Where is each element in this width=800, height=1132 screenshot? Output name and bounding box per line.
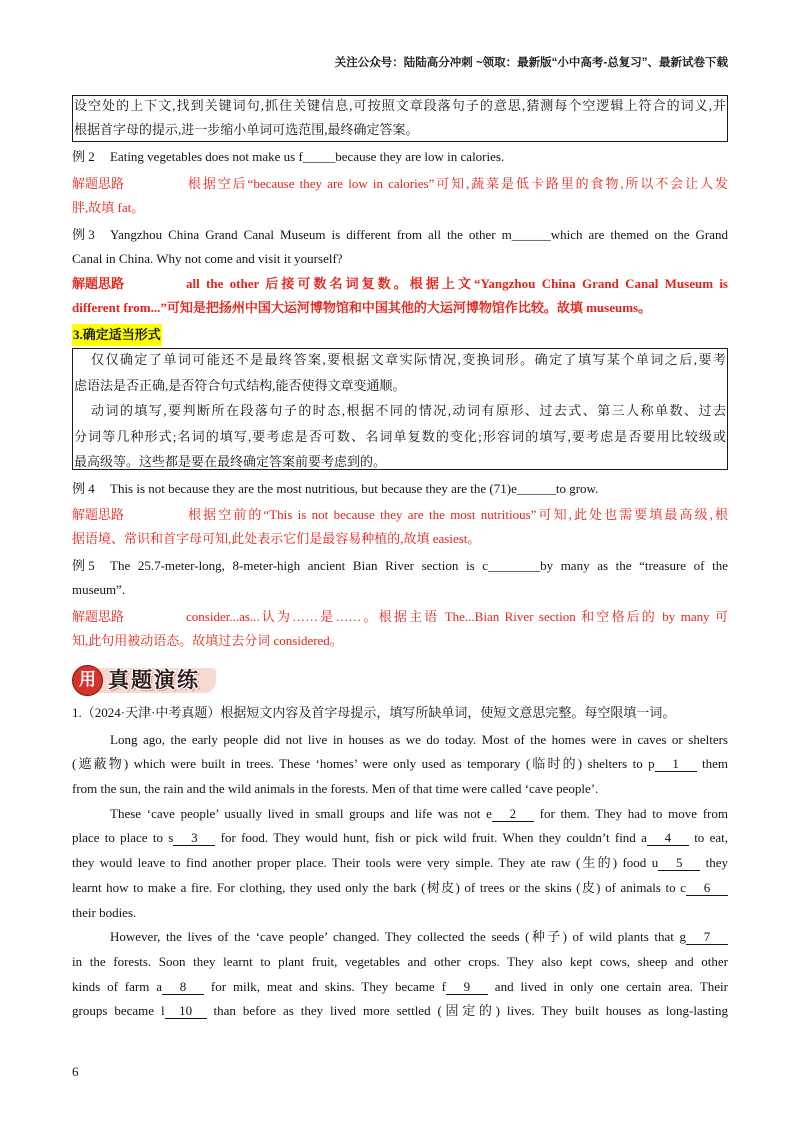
text-line [72,826,728,851]
task-instruction: 1.（2024·天津·中考真题）根据短文内容及首字母提示，填写所缺单词，使短文意思完整。每空限填一词。 [72,704,676,720]
page-header: 关注公众号：陆陆高分冲刺 ~领取：最新版“小中高考-总复习”、最新试卷下载 [334,57,728,69]
line-text: 据语境、常识和首字母可知,此处表示它们是最容易种植的,故填 easiest。 [72,531,481,547]
line-text: and lived in only one certain area. Their [487,978,728,994]
answer-blank: 8 [162,980,204,995]
text-line [72,196,728,221]
line-text: to eat, [688,830,729,846]
line-text: groups became l [72,1003,165,1019]
line-text: they [700,855,728,871]
text-line [72,901,728,926]
line-text: for food. They would hunt, fish or pick wild fruit. When they couldn’t find a [215,830,647,846]
line-text: kinds of farm a [72,978,162,994]
example-3 [72,223,728,272]
text-line [72,172,728,197]
solution-4 [72,503,728,553]
text-line [74,373,726,399]
text-line [72,777,728,802]
text-line [72,876,728,901]
banner-badge-icon: 用 [72,665,103,696]
solution-3 [72,272,728,322]
line-text: for them. They had to move from [533,805,728,821]
text-line [72,925,728,950]
line-text: Canal in China. Why not come and visit it yourself? [72,251,343,266]
line-text: learnt how to make a fire. For clothing, they used only the bark (树皮) of trees or the skins (皮) of animals to c [72,879,686,895]
text-line [72,503,728,528]
text-line [74,118,726,142]
line-text: (遮蔽物) which were built in trees. These ‘homes’ were only used as temporary (临时的) shelters to p [72,756,655,772]
text-line [74,347,726,373]
text-line [72,477,728,502]
text-line [72,272,728,297]
text-line [72,527,728,552]
line-text: place to place to s [72,830,174,846]
solution-label: 解题思路 [72,608,125,624]
text-line [72,728,728,753]
text-line [72,629,728,653]
example-4 [72,477,728,502]
line-text: 知,此句用被动语态。故填过去分词 considered。 [72,633,343,648]
line-text: 设空处的上下文,找到关键词句,抓住关键信息,可按照文章段落句子的意思,猜测每个空逻辑上符合的词义,并 [74,98,726,113]
line-text: 动词的填写,要判断所在段落句子的时态,根据不同的情况,动词有原形、过去式、第三人称单数、过去 [91,403,726,418]
text-line [74,94,726,118]
example-2 [72,145,728,170]
answer-blank: 10 [165,1004,207,1019]
line-text: museum”. [72,582,126,598]
example-label: 例 5 [72,557,95,573]
line-text: in the forests. Soon they learnt to plant fruit, vegetables and other crops. They also kept cows, sheep and other [72,953,728,969]
answer-blank: 9 [446,980,488,995]
line-text: consider...as...认为……是……。根据主语 The...Bian River section 和空格后的 by many 可 [186,608,728,624]
answer-blank: 5 [658,856,700,871]
section-heading: 3.确定适当形式 [72,324,162,346]
solution-label: 解题思路 [72,275,125,291]
line-text: The 25.7-meter-long, 8-meter-high ancient Bian River section is c________by many as the “treasure of the [110,557,728,573]
solution-label: 解题思路 [72,506,125,522]
line-text: This is not because they are the most nutritious, but because they are the (71)e______to grow. [110,480,599,496]
line-text: their bodies. [72,904,137,920]
text-line [72,223,728,247]
line-text: they would leave to find another proper place. Their tools were very simple. They ate raw (生的) food u [72,855,659,871]
line-text: them [696,756,728,772]
answer-blank: 3 [173,831,215,846]
text-line [72,247,728,271]
answer-blank: 7 [686,930,728,945]
text-line [72,802,728,827]
text-line [74,449,726,475]
text-line [72,975,728,1000]
banner-title: 真题演练 [108,667,200,692]
example-label: 例 4 [72,480,95,496]
line-text: 分词等几种形式;名词的填写,要考虑是否可数、名词单复数的变化;形容词的填写,要考虑是否要用比较级或 [74,428,726,444]
text-line [72,851,728,876]
text-line [72,578,728,603]
text-line [72,554,728,579]
text-line [74,398,726,424]
line-text: all the other 后接可数名词复数。根据上文“Yangzhou China Grand Canal Museum is [186,275,728,291]
line-text: 根据空前的“This is not because they are the most nutritious”可知,此处也需要填最高级,根 [186,506,728,522]
text-line [72,752,728,777]
line-text: for milk, meat and skins. They became f [204,978,446,994]
example-5 [72,554,728,604]
text-line [72,950,728,975]
line-text: than before as they lived more settled (固定的) lives. They built houses as long-lasting [206,1003,728,1019]
example-label: 例 2 [72,148,95,164]
text-line [72,296,728,321]
line-text: 胖,故填 fat。 [72,200,145,216]
solution-2 [72,172,728,222]
text-line [72,605,728,629]
answer-blank: 1 [655,757,697,772]
line-text: These ‘cave people’ usually lived in small groups and life was not e [110,805,492,821]
line-text: Long ago, the early people did not live in houses as we do today. Most of the homes were in caves or shelters [110,731,728,747]
solution-label: 解题思路 [72,175,125,191]
text-line [74,424,726,450]
answer-blank: 6 [686,881,728,896]
line-text: 根据首字母的提示,进一步缩小单词可选范围,最终确定答案。 [74,122,419,137]
tip-box-text [74,94,726,142]
page-number: 6 [72,1064,79,1079]
line-text: 仅仅确定了单词可能还不是最终答案,要根据文章实际情况,变换词形。确定了填写某个单词之后,要考 [91,352,726,367]
answer-blank: 4 [647,831,689,846]
practice-banner [72,664,218,696]
cloze-passage [72,728,728,1024]
line-text: 最高级等。这些都是要在最终确定答案前要考虑到的。 [74,454,387,469]
solution-5 [72,605,728,654]
method-box-text [74,347,726,475]
line-text: Yangzhou China Grand Canal Museum is different from all the other m______which are themed on the Grand [110,226,728,242]
line-text: 根据空后“because they are low in calories”可知,蔬菜是低卡路里的食物,所以不会让人发 [186,175,728,191]
line-text: from the sun, the rain and the wild animals in the forests. Men of that time were called ‘cave people’. [72,781,599,796]
line-text: However, the lives of the ‘cave people’ changed. They collected the seeds (种子) of wild plants that g [110,929,686,945]
line-text: Eating vegetables does not make us f_____because they are low in calories. [110,148,505,164]
line-text: different from...”可知是把扬州中国大运河博物馆和中国其他的大运河博物馆作比较。故填 museums。 [72,300,652,316]
text-line [72,999,728,1024]
text-line [72,145,728,170]
line-text: 虑语法是否正确,是否符合句式结构,能否使得文章变通顺。 [74,377,406,393]
answer-blank: 2 [492,807,534,822]
example-label: 例 3 [72,226,95,242]
